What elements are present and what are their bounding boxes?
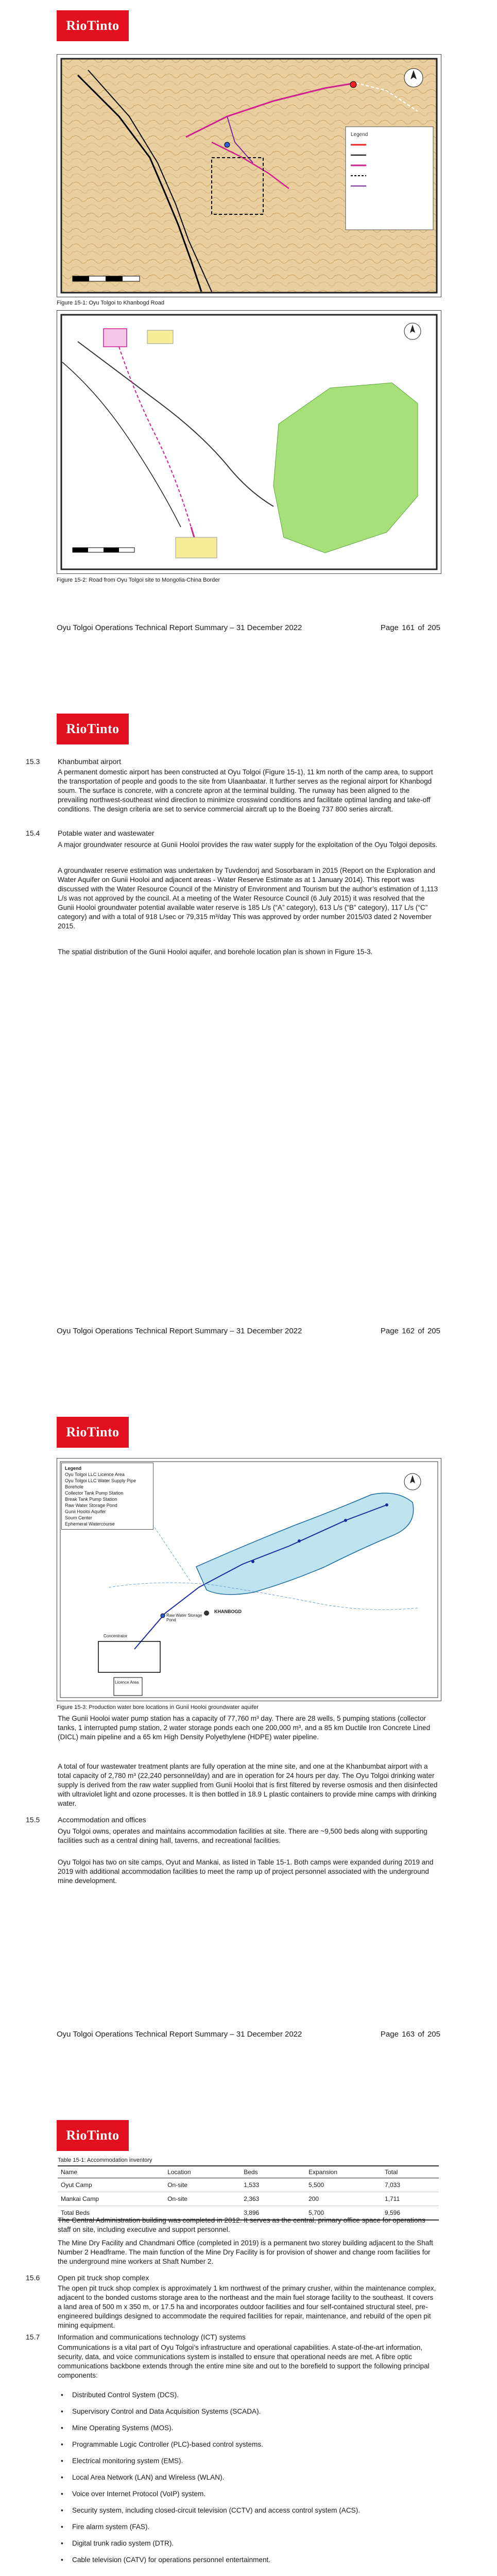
section-title: Khanbumbat airport	[58, 757, 121, 766]
legend-item: Break Tank Pump Station	[65, 1497, 117, 1502]
table-cell: Total Beds	[58, 2206, 164, 2221]
list-item: • Local Area Network (LAN) and Wireless (WLAN).	[58, 2473, 439, 2482]
paragraph: Communications is a vital part of Oyu Tolgoi’s infrastructure and operational capabilities. A state-of-the-art information, security, data, and voice communications system is installed to ensure that operational needs are met. A fibre optic communications backbone extends through the entire mine site and out to the borefield to support the following principal components:	[58, 2344, 430, 2379]
table-cell: On-site	[164, 2192, 241, 2206]
table-header: Expansion	[305, 2166, 382, 2178]
map-gunii-hooloi-aquifer	[57, 1458, 441, 1701]
rio-tinto-logo: RioTinto	[57, 714, 129, 744]
table-cell: 2,363	[241, 2192, 305, 2206]
figure-15-2-caption: Figure 15-2: Road from Oyu Tolgoi site to Mongolia-China Border	[57, 577, 220, 583]
paragraph: The Central Administration building was completed in 2012. It serves as the central, primary office space for operations staff on site, including executive and support personnel.	[58, 2216, 425, 2233]
section-number: 15.3	[26, 757, 40, 766]
figure-15-1-caption: Figure 15-1: Oyu Tolgoi to Khanbogd Road	[57, 300, 164, 306]
list-item: • Digital trunk radio system (DTR).	[58, 2539, 439, 2548]
map-label-concentrator: Concentrator	[104, 1634, 128, 1638]
map-oyu-tolgoi-khanbogd-road	[57, 54, 441, 297]
footer-page-number: Page 162 of 205	[380, 1327, 440, 1335]
legend-item: Oyu Tolgoi LLC Licence Area	[65, 1472, 125, 1477]
paragraph: The spatial distribution of the Gunii Hooloi aquifer, and borehole location plan is shown in Figure 15-3.	[58, 948, 373, 956]
paragraph: Oyu Tolgoi owns, operates and maintains accommodation facilities at site. There are ~9,500 beds along with supporting facilities such as a central dining hall, taverns, and recreational facilities.	[58, 1827, 427, 1844]
list-item: • Supervisory Control and Data Acquisition Systems (SCADA).	[58, 2407, 439, 2416]
page-163	[0, 1406, 497, 2110]
footer-report-title: Oyu Tolgoi Operations Technical Report Summary – 31 December 2022	[57, 1327, 302, 1335]
footer-page-number: Page 161 of 205	[380, 623, 440, 632]
table-header-row	[58, 2166, 439, 2178]
section-number: 15.5	[26, 1816, 40, 1824]
paragraph: The open pit truck shop complex is approximately 1 km northwest of the primary crusher, within the maintenance complex, adjacent to the bonded customs storage area to the northeast and the main fuel storage facility to the southeast. It covers a land area of 500 m x 350 m, or 17.5 ha and incorporates outdoor facilities and four self-contained structural steel, pre-engineered buildings designed to accommodate the required facilities for repair, maintenance, and rebuild of the open pit mining equipment.	[58, 2284, 436, 2329]
ict-components-list	[58, 2391, 439, 2572]
map-legend	[61, 1463, 153, 1530]
table-cell: Mankai Camp	[58, 2192, 164, 2206]
paragraph: The Mine Dry Facility and Chandmani Office (completed in 2019) is a permanent two storey building adjacent to the Shaft Number 2 Headframe. The main function of the Mine Dry Facility is for provision of shower and change room facilities for the underground mine workers at Shaft Number 2.	[58, 2239, 433, 2265]
legend-item: Ephemeral Watercourse	[65, 1521, 115, 1527]
map-label-khanbogd: KHANBOGD	[214, 1609, 242, 1614]
paragraph: The Gunii Hooloi water pump station has a capacity of 77,760 m³ day. There are 28 wells, 5 pumping stations (collector tanks, 1 interrupted pump station, 2 water storage ponds each one 200,000 m³, and a 85 km Ductile Iron Concrete Lined (DICL) main pipeline and a 65 km High Density Polyethylene (HDPE) water pipeline.	[58, 1715, 431, 1741]
table-cell: On-site	[164, 2178, 241, 2192]
page-footer	[57, 2030, 440, 2039]
map-label-raw-water-pond: Raw Water Storage Pond	[166, 1613, 202, 1622]
table-cell: 1,711	[382, 2192, 439, 2206]
table-cell: 5,700	[305, 2206, 382, 2221]
table-cell: 9,596	[382, 2206, 439, 2221]
table-15-1-caption: Table 15-1: Accommodation inventory	[58, 2157, 152, 2163]
footer-report-title: Oyu Tolgoi Operations Technical Report Summary – 31 December 2022	[57, 623, 302, 632]
page-162	[0, 703, 497, 1406]
section-title: Potable water and wastewater	[58, 829, 155, 837]
list-item: • Fire alarm system (FAS).	[58, 2522, 439, 2532]
table-header: Name	[58, 2166, 164, 2178]
legend-item: Raw Water Storage Pond	[65, 1503, 117, 1508]
section-title: Open pit truck shop complex	[58, 2274, 149, 2282]
footer-report-title: Oyu Tolgoi Operations Technical Report Summary – 31 December 2022	[57, 2030, 302, 2039]
page-footer	[57, 1327, 440, 1335]
legend-item: Gunii Hooloi Aquifer	[65, 1509, 106, 1514]
table-row	[58, 2192, 439, 2206]
paragraph: A major groundwater resource at Gunii Hooloi provides the raw water supply for the exploitation of the Oyu Tolgoi deposits.	[58, 841, 438, 849]
legend-item: Oyu Tolgoi LLC Water Supply Pipe	[65, 1478, 136, 1483]
page-161	[0, 0, 497, 703]
legend-item: Soum Center	[65, 1515, 93, 1520]
paragraph: Oyu Tolgoi has two on site camps, Oyut and Mankai, as listed in Table 15-1. Both camps were expanded during 2019 and 2019 with additional accommodation facilities to meet the ramp up of project personnel associated with the underground mine development.	[58, 1858, 434, 1885]
paragraph: A groundwater reserve estimation was undertaken by Tuvdendorj and Sosorbaram in 2015 (Report on the Exploration and Water Aquifer on Gunii Hooloi and adjacent areas - Water Reserve Estimate as at 1 January 2014). This report was discussed with the Water Resource Council of the Ministry of Environment and Tourism but the author’s estimation of 1,113 L/s was not approved by the council. At a meeting of the Water Resource Council (6 July 2015) it was resolved that the Gunii Hooloi groundwater potential available water reserve is 185 L/s (“A” category), 613 L/s (“B” category), 117 L/s (“C” category) and with a total of 918 L/sec or 79,315 m³/day This was approved by order number 2015/03 dated 2 November 2015.	[58, 867, 438, 930]
table-row	[58, 2178, 439, 2192]
table-cell: 1,533	[241, 2178, 305, 2192]
section-number: 15.6	[26, 2274, 40, 2282]
legend-title: Legend	[65, 1466, 82, 1471]
section-number: 15.4	[26, 829, 40, 837]
accommodation-table	[58, 2165, 439, 2221]
paragraph: A permanent domestic airport has been constructed at Oyu Tolgoi (Figure 15-1), 11 km north of the camp area, to support the transportation of people and goods to the site from Ulaanbaatar. It further serves as the regional airport for Khanbogd soum. The surface is concrete, with a concrete apron at the terminal building. The runway has been aligned to the prevailing northwest-southeast wind direction to minimize crosswind conditions and facilitate optimal landing and take-off conditions. The design criteria are set to service commercial aircraft up to the Boeing 737 800 series aircraft.	[58, 768, 433, 813]
rio-tinto-logo: RioTinto	[57, 2120, 129, 2151]
list-item: • Electrical monitoring system (EMS).	[58, 2456, 439, 2466]
rio-tinto-logo: RioTinto	[57, 10, 129, 41]
section-title: Information and communications technology (ICT) systems	[58, 2333, 246, 2341]
list-item: • Security system, including closed-circuit television (CCTV) and access control system (ACS).	[58, 2506, 439, 2515]
paragraph: A total of four wastewater treatment plants are fully operation at the mine site, and one at the Khanbumbat airport with a total capacity of 2,780 m³ (22,240 personnel/day) and are in operation for 24 hours per day. The Oyu Tolgoi drinking water supply is derived from the raw water supplied from Gunii Hooloi that is first filtered by reverse osmosis and then disinfected with ultraviolet light and ozone processes. It is then bottled in 18.9 L plastic containers to provide mine camps with drinking water.	[58, 1762, 438, 1807]
page-footer	[57, 623, 440, 632]
list-item: • Voice over Internet Protocol (VoIP) system.	[58, 2489, 439, 2499]
footer-page-number: Page 163 of 205	[380, 2030, 440, 2039]
legend-item: Collector Tank Pump Station	[65, 1490, 124, 1496]
map-road-to-border	[57, 310, 441, 574]
table-cell: 5,500	[305, 2178, 382, 2192]
list-item: • Programmable Logic Controller (PLC)-based control systems.	[58, 2440, 439, 2449]
legend-item: Borehole	[65, 1484, 84, 1489]
section-number: 15.7	[26, 2333, 40, 2341]
table-cell: Oyut Camp	[58, 2178, 164, 2192]
table-cell: 7,033	[382, 2178, 439, 2192]
list-item: • Distributed Control System (DCS).	[58, 2391, 439, 2400]
page-164	[0, 2110, 497, 2576]
section-title: Accommodation and offices	[58, 1816, 146, 1824]
figure-15-3-caption: Figure 15-3: Production water bore locations in Gunii Hooloi groundwater aquifer	[57, 1704, 259, 1710]
table-header: Total	[382, 2166, 439, 2178]
table-cell: 200	[305, 2192, 382, 2206]
map-label-licence-area: Licence Area	[115, 1680, 139, 1685]
list-item: • Cable television (CATV) for operations personnel entertainment.	[58, 2555, 439, 2565]
list-item: • Mine Operating Systems (MOS).	[58, 2424, 439, 2433]
table-header: Location	[164, 2166, 241, 2178]
table-header: Beds	[241, 2166, 305, 2178]
table-cell: 3,896	[241, 2206, 305, 2221]
svg-text:Legend: Legend	[351, 132, 368, 138]
rio-tinto-logo: RioTinto	[57, 1417, 129, 1448]
